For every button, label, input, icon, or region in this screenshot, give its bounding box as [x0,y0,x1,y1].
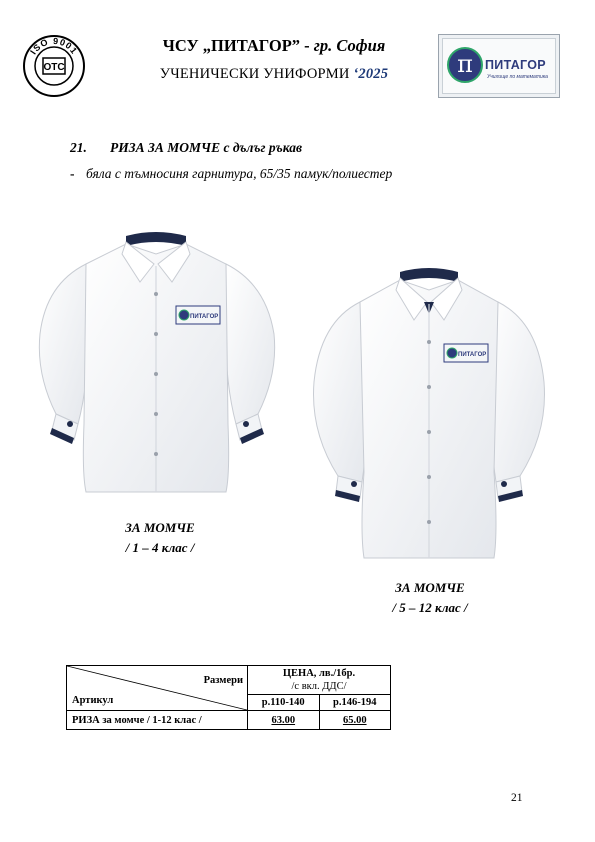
caption-line1: ЗА МОМЧЕ [125,520,195,535]
caption-line2: / 5 – 12 клас / [392,600,468,615]
pitagor-brand-logo [438,34,560,98]
price-header-line1: ЦЕНА, лв./1бр. [282,668,356,679]
sizes-label: Размери [203,675,243,686]
page-number: 21 [511,792,523,804]
svg-text:ISO 9001 [28,36,80,56]
price-146-194: 65.00 [319,711,391,730]
document-subtitle [104,66,444,83]
size-column-146-194: р.146-194 [319,695,391,711]
school-name: ЧСУ „ПИТАГОР” - [162,36,314,55]
caption-grades-1-4 [80,518,240,558]
section-title-main: РИЗА ЗА МОМЧЕ [110,140,221,155]
section-title-rest: с дълъг ръкав [220,140,303,155]
subtitle-text: УЧЕНИЧЕСКИ УНИФОРМИ [159,66,354,82]
article-label: Артикул [72,695,114,706]
price-table [66,665,391,730]
caption-grades-5-12 [350,578,510,618]
price-header-line2: /с вкл. ДДС/ [291,681,347,692]
pi-icon: π [447,47,483,83]
shirt-image-grades-1-4 [26,224,288,514]
iso-logo-text: ISO 9001 [28,35,80,57]
size-column-110-140: р.110-140 [248,695,320,711]
subtitle-year: ‘2025 [353,66,389,82]
section-number: 21. [70,140,87,155]
section-title [110,140,302,156]
price-header [248,666,391,695]
shirt-badge-text: ПИТАГОР [190,314,219,320]
brand-tagline: Училище по математика [487,74,548,80]
article-name: РИЗА за момче / 1-12 клас / [67,711,248,730]
school-title [104,36,444,56]
brand-name: ПИТАГОР [485,58,546,72]
iso-logo-mark: OTC [43,62,65,73]
school-city: гр. София [313,36,386,55]
bullet-dash: - [70,166,75,181]
shirt-badge-text: ПИТАГОР [458,352,487,358]
caption-line2: / 1 – 4 клас / [125,540,195,555]
table-row [67,711,391,730]
caption-line1: ЗА МОМЧЕ [395,580,465,595]
product-description: бяла с тъмносиня гарнитура, 65/35 памук/полиестер [86,166,393,181]
shirt-image-grades-5-12 [298,262,560,562]
iso-9001-logo [22,34,86,98]
table-corner-header [67,666,248,711]
brand-logo-frame [442,38,556,94]
price-110-140: 63.00 [248,711,320,730]
